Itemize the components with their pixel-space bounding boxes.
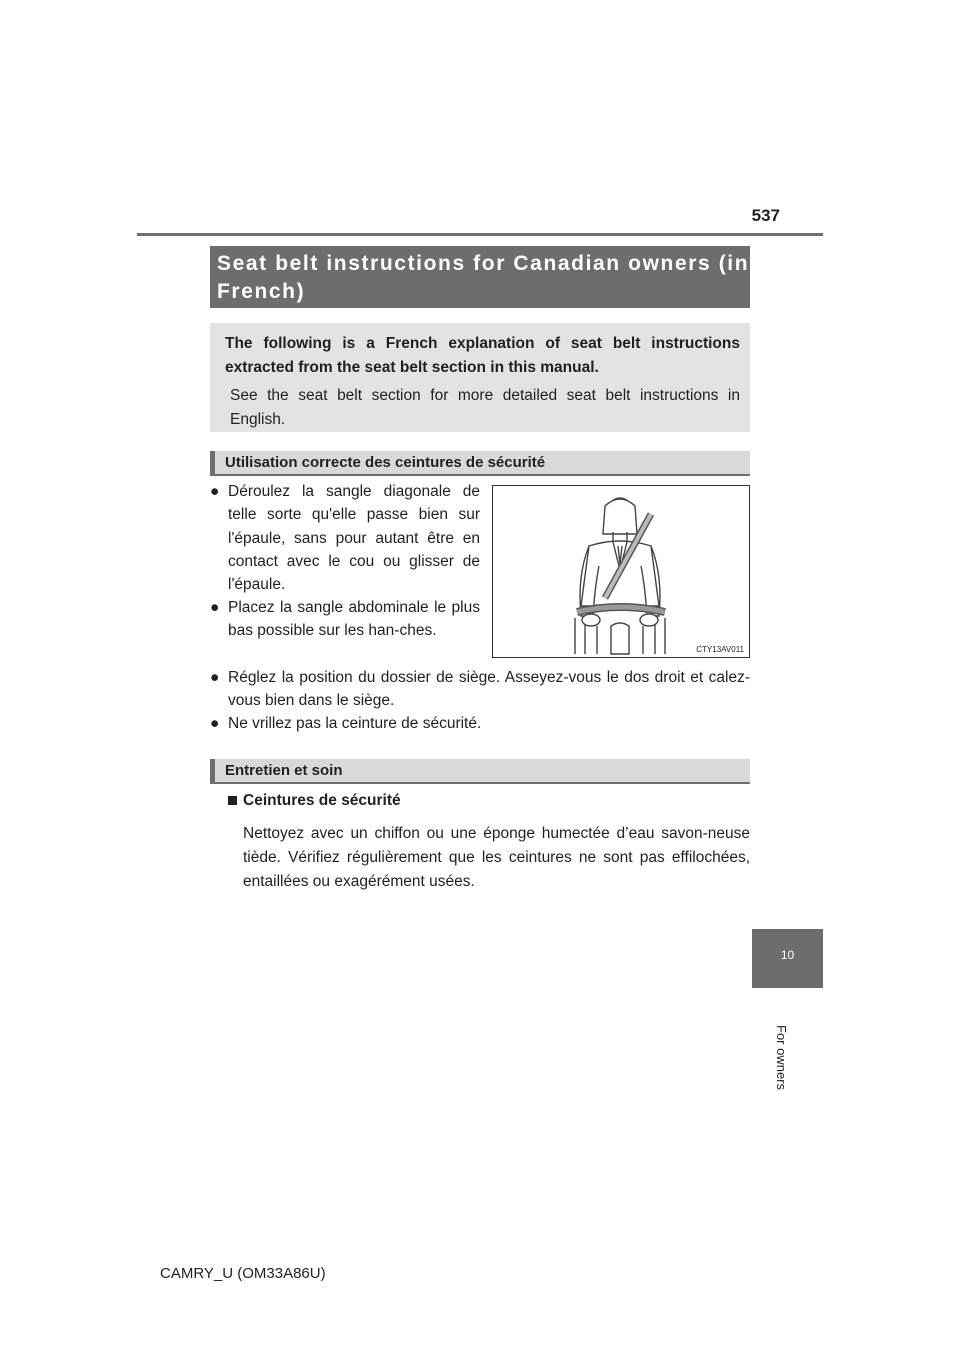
bullet-icon: ●: [210, 669, 220, 686]
page-title: Seat belt instructions for Canadian owners (in French): [210, 246, 750, 308]
figure-code: CTY13AV011: [696, 645, 744, 654]
list-item: [210, 596, 480, 666]
top-rule: [137, 233, 823, 236]
chapter-tab-number: 10: [752, 929, 823, 988]
bullet-icon: ●: [210, 483, 220, 500]
subheading-text: Ceintures de sécurité: [243, 792, 401, 809]
section-heading-care: Entretien et soin: [210, 759, 750, 784]
intro-sub-text: See the seat belt section for more detailed seat belt instructions in English.: [230, 387, 740, 428]
footer-model-code: CAMRY_U (OM33A86U): [160, 1265, 326, 1282]
list-item-text: Déroulez la sangle diagonale de telle sorte qu'elle passe bien sur l'épaule, sans pour autant être en contact avec le cou ou glisser de l'épaule.: [228, 483, 480, 594]
care-body-text: Nettoyez avec un chiffon ou une éponge humectée d’eau savon-neuse tiède. Vérifiez régulièrement que les ceintures ne sont pas effilochées, entaillées ou exagérément usées.: [243, 825, 750, 890]
seat-belt-illustration: [492, 485, 750, 658]
chapter-tab-label-text: For owners: [774, 1025, 789, 1091]
intro-bold-text: The following is a French explanation of seat belt instructions extracted from the seat belt section in this manual.: [225, 335, 740, 376]
section-heading-usage: Utilisation correcte des ceintures de sécurité: [210, 451, 750, 476]
bullet-icon: ●: [210, 599, 220, 616]
intro-box: [210, 323, 750, 432]
page-number: 537: [751, 206, 780, 225]
list-item-text: Placez la sangle abdominale le plus bas possible sur les han-ches.: [228, 599, 480, 640]
square-bullet-icon: [228, 796, 237, 805]
chapter-tab-label: [773, 1025, 791, 1091]
list-item: [210, 480, 480, 594]
subheading: [228, 792, 401, 810]
list-item-text: Réglez la position du dossier de siège. Asseyez-vous le dos droit et calez-vous bien dans le siège.: [228, 669, 750, 710]
list-item: [210, 712, 750, 736]
list-item: [210, 666, 750, 713]
list-item-text: Ne vrillez pas la ceinture de sécurité.: [228, 715, 482, 732]
seated-person-icon: [493, 486, 749, 657]
bullet-icon: ●: [210, 715, 220, 732]
